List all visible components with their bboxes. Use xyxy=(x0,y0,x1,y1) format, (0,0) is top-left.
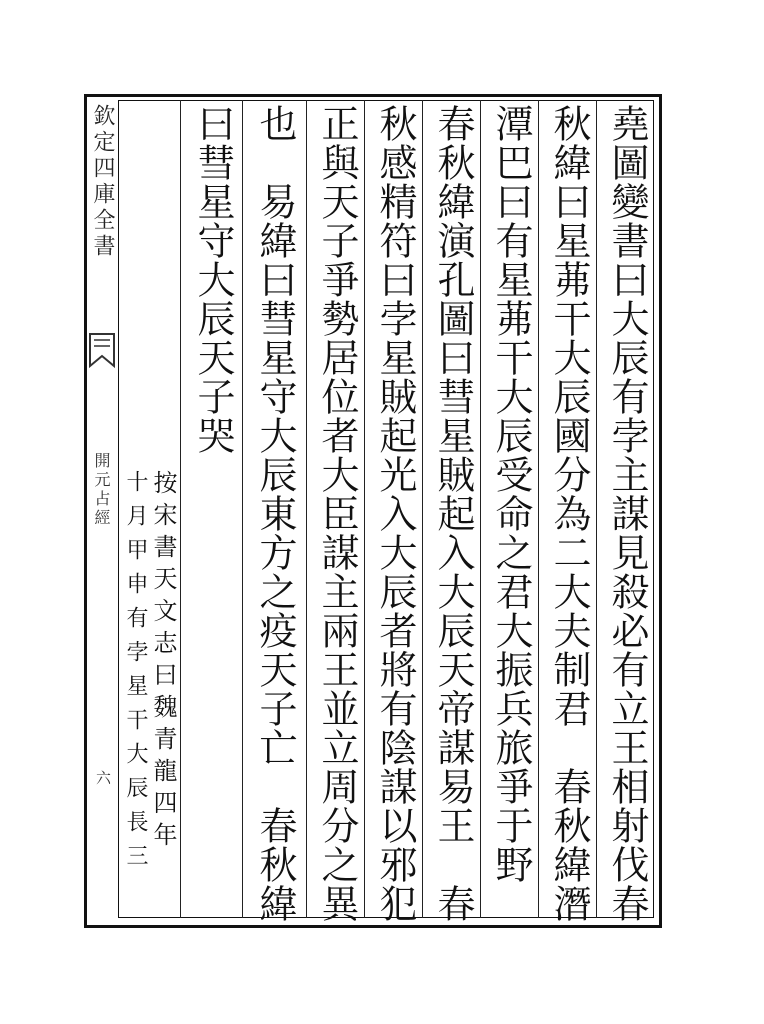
column-rule xyxy=(480,100,481,918)
book-title: 欽定四庫全書 xyxy=(90,104,115,260)
annotation-column: 按宋書天文志曰魏青龍四年 xyxy=(149,470,177,854)
page-number: 六 xyxy=(94,770,112,785)
text-column: 秋感精符曰孛星賊起光入大辰者將有陰謀以邪犯 xyxy=(373,104,417,923)
column-rule xyxy=(538,100,539,918)
column-rule xyxy=(180,100,181,918)
text-column: 秋緯曰星茀干大辰國分為二大夫制君 春秋緯潛 xyxy=(547,104,591,923)
annotation-column: 十月甲申有孛星干大辰長三 xyxy=(123,470,148,878)
text-column: 正與天子爭勢居位者大臣謀主兩王並立周分之異 xyxy=(315,104,359,923)
text-column: 春秋緯演孔圖曰彗星賊起入大辰天帝謀易王 春 xyxy=(431,104,475,923)
margin-divider xyxy=(118,100,119,918)
column-rule xyxy=(596,100,597,918)
column-rule xyxy=(422,100,423,918)
text-column: 堯圖變書曰大辰有孛主謀見殺必有立王相射伐春 xyxy=(605,104,649,923)
column-rule xyxy=(242,100,243,918)
text-column: 也 易緯曰彗星守大辰東方之疫天子亡 春秋緯 xyxy=(253,104,297,923)
section-title: 開元占經 xyxy=(92,452,111,528)
column-rule xyxy=(364,100,365,918)
fishtail-mark-icon xyxy=(88,330,116,370)
column-rule xyxy=(306,100,307,918)
text-column: 潭巴曰有星茀干大辰受命之君大振兵旅爭于野 xyxy=(489,104,533,884)
text-column: 曰彗星守大辰天子哭 xyxy=(191,104,235,455)
